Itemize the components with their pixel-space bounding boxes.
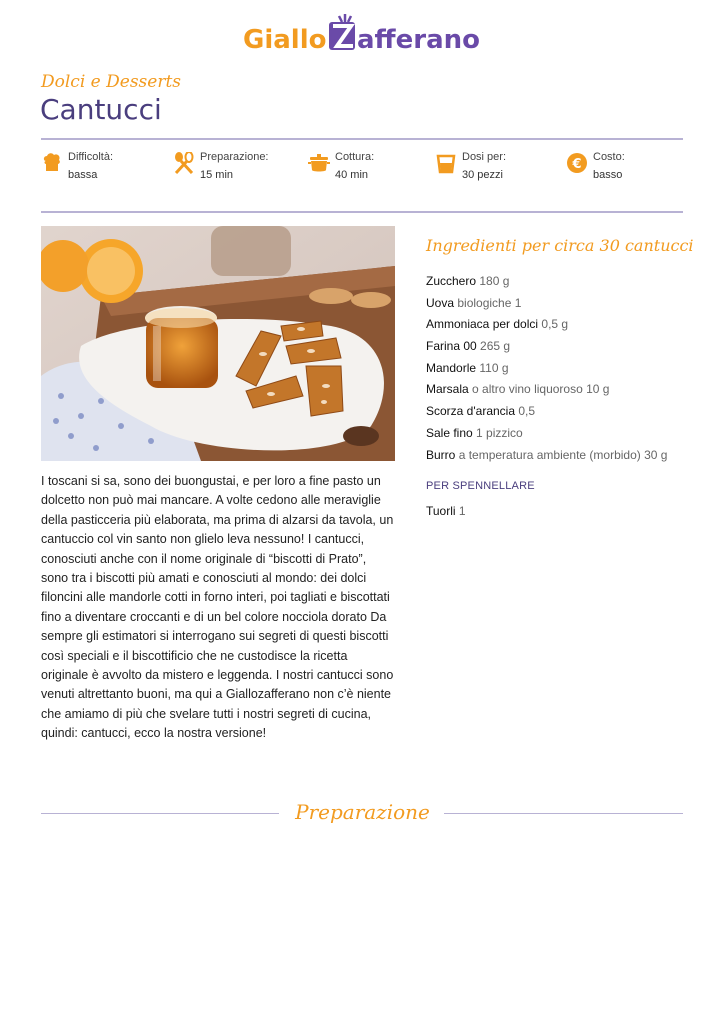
recipe-title: Cantucci	[40, 93, 162, 126]
ingredient-item	[426, 501, 466, 523]
info-label: Preparazione:	[200, 151, 269, 163]
recipe-intro: I toscani si sa, sono dei buongustai, e per loro a fine pasto un dolcetto non può mai mancare. A volte cedono alle meraviglie della pasticceria più elaborata, ma prima di alzarsi da tavola, un cantuccio col vin santo non glielo leva nessuno! I cantucci, conosciuti anche con il nome originale di “biscotti di Prato”, sono tra i biscotti più amati e conosciuti al mondo: dei dolci filoncini alle mandorle cotti in forno interi, poi tagliati e biscottati fino a diventare croccanti e di un bel colore nocciola dorato Da sempre gli estimatori si interrogano sui segreti di questi biscotti così speciali e il biscottificio che ne custodisce la ricetta originale è avvolto da mistero e leggenda. I nostri cantucci sono venuti altrettanto buoni, ma qui a Giallozafferano non c’è niente che amiamo di più che svelare tutti i nostri segreti di cucina, quindi: cantucci, ecco la nostra versione!	[41, 474, 394, 741]
recipe-info-row	[41, 150, 683, 190]
info-label: Costo:	[593, 151, 625, 163]
ingredient-item	[426, 271, 696, 293]
ingredient-qty: 110 g	[479, 360, 509, 375]
preparation-title: Preparazione	[295, 800, 430, 824]
ingredient-name: Farina 00	[426, 339, 477, 354]
cup-icon	[435, 152, 457, 174]
info-value: bassa	[68, 169, 98, 181]
ingredient-name: Marsala	[426, 382, 469, 397]
ingredient-item	[426, 293, 696, 315]
info-value: basso	[593, 169, 623, 181]
ingredients-list	[426, 271, 696, 466]
info-label: Difficoltà:	[68, 151, 114, 163]
ingredient-qty: 1	[458, 504, 466, 518]
cantucci-photo	[41, 226, 395, 461]
recipe-photo	[41, 226, 395, 461]
site-logo[interactable]	[0, 8, 725, 58]
euro-icon	[566, 152, 588, 174]
ingredient-name: Mandorle	[426, 360, 477, 375]
ingredient-item	[426, 423, 696, 445]
ingredient-item	[426, 445, 696, 467]
ingredient-item	[426, 401, 696, 423]
ingredient-name: Burro	[426, 447, 456, 462]
ingredient-qty: 265 g	[480, 339, 511, 354]
whisk-spoon-icon	[173, 152, 195, 174]
pot-icon	[306, 152, 332, 174]
info-value: 30 pezzi	[462, 169, 503, 181]
ingredient-qty: biologiche 1	[457, 295, 522, 310]
ingredient-name: Ammoniaca per dolci	[426, 317, 539, 332]
brush-subtitle: PER SPENNELLARE	[426, 480, 535, 492]
chef-hat-icon	[41, 152, 63, 174]
info-value: 15 min	[200, 169, 234, 181]
brush-ingredients-list	[426, 501, 466, 523]
ingredient-item	[426, 336, 696, 358]
ingredient-item	[426, 379, 696, 401]
info-label: Dosi per:	[462, 151, 507, 163]
ingredient-name: Scorza d'arancia	[426, 404, 516, 419]
ingredient-item	[426, 358, 696, 380]
recipe-category: Dolci e Desserts	[41, 72, 182, 92]
ingredient-qty: o altro vino liquoroso 10 g	[472, 382, 610, 397]
ingredient-qty: 0,5 g	[541, 317, 569, 332]
giallozafferano-logo	[243, 8, 483, 58]
svg-text:Giallo: Giallo	[242, 25, 326, 55]
svg-text:afferano: afferano	[356, 25, 480, 55]
ingredients-title: Ingredienti per circa 30 cantucci	[426, 236, 694, 255]
ingredient-name: Zucchero	[426, 274, 477, 288]
divider-top	[41, 138, 683, 140]
ingredient-name: Sale fino	[426, 425, 473, 440]
ingredient-qty: 180 g	[479, 274, 510, 288]
info-value: 40 min	[335, 169, 369, 181]
ingredient-qty: 0,5	[518, 404, 536, 419]
ingredient-name: Uova	[426, 295, 455, 310]
ingredient-item	[426, 314, 696, 336]
info-label: Cottura:	[335, 151, 375, 163]
ingredient-qty: a temperatura ambiente (morbido) 30 g	[458, 447, 668, 462]
svg-text:€: €	[572, 157, 582, 172]
ingredient-qty: 1 pizzico	[476, 425, 523, 440]
ingredient-name: Tuorli	[426, 504, 456, 518]
divider-info	[41, 211, 683, 213]
